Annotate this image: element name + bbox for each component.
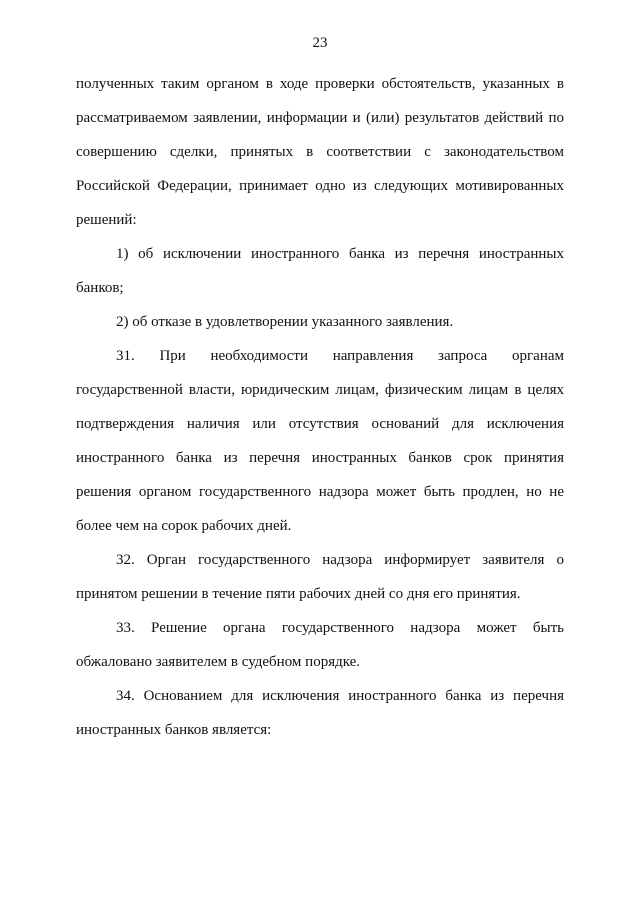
document-body [76,67,564,747]
paragraph-32: 32. Орган государственного надзора информирует заявителя о принятом решении в течение пяти рабочих дней со дня его принятия. [76,552,564,602]
paragraph-33: 33. Решение органа государственного надзора может быть обжаловано заявителем в судебном порядке. [76,620,564,670]
paragraph-34: 34. Основанием для исключения иностранного банка из перечня иностранных банков является: [76,688,564,738]
page-number: 23 [312,35,328,51]
paragraph-item-2: 2) об отказе в удовлетворении указанного заявления. [116,314,454,330]
paragraph-item-1: 1) об исключении иностранного банка из перечня иностранных банков; [76,246,564,296]
paragraph-31: 31. При необходимости направления запроса органам государственной власти, юридическим лицам, физическим лицам в целях подтверждения наличия или отсутствия оснований для исключения иностранного банка из перечня иностранных банков срок принятия решения органом государственного надзора может быть продлен, но не более чем на сорок рабочих дней. [76,348,564,534]
paragraph-continuation: полученных таким органом в ходе проверки обстоятельств, указанных в рассматриваемом заявлении, информации и (или) результатов действий по совершению сделки, принятых в соответствии с законодательством Российской Федерации, принимает одно из следующих мотивированных решений: [76,76,564,228]
